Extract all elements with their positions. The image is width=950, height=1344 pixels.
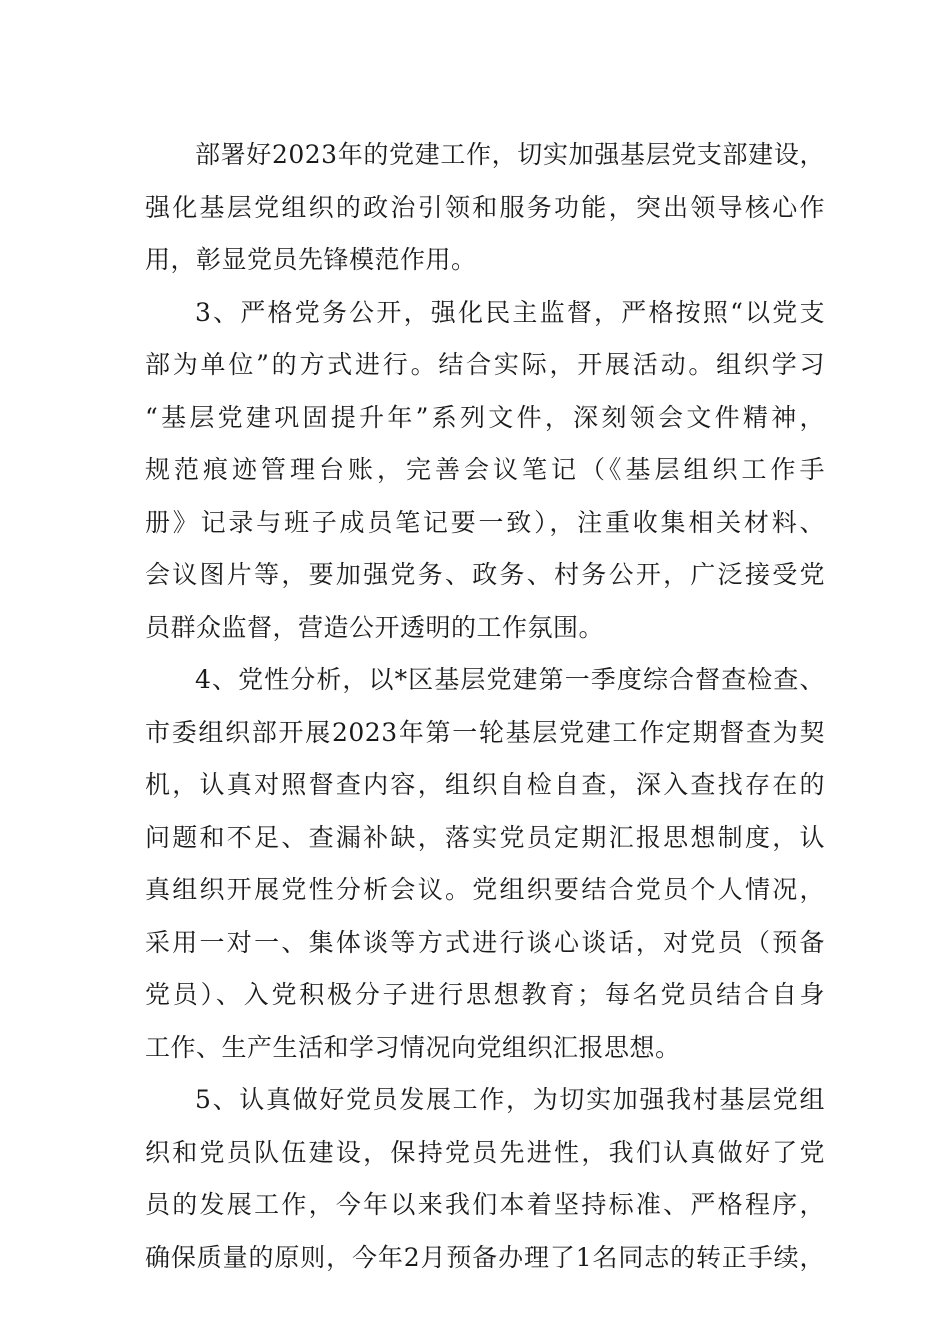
text-line: 用，彰显党员先锋模范作用。	[145, 245, 477, 274]
text-line: 会议图片等，要加强党务、政务、村务公开，广泛接受党	[145, 560, 825, 589]
text-line: 工作、生产生活和学习情况向党组织汇报思想。	[145, 1032, 681, 1062]
text-line: 部署好2023年的党建工作，切实加强基层党支部建设，	[195, 140, 825, 169]
text-line: 真组织开展党性分析会议。党组织要结合党员个人情况，	[145, 875, 825, 904]
text-line: 织和党员队伍建设，保持党员先进性，我们认真做好了党	[145, 1137, 825, 1167]
text-line: 采用一对一、集体谈等方式进行谈心谈话，对党员（预备	[145, 927, 825, 957]
document-body	[145, 129, 825, 1284]
paragraph-item-4	[145, 654, 825, 1074]
text-line: 强化基层党组织的政治引领和服务功能，突出领导核心作	[145, 192, 825, 222]
text-line: 员群众监督，营造公开透明的工作氛围。	[145, 612, 605, 642]
text-line: 4、党性分析，以*区基层党建第一季度综合督查检查、	[195, 665, 825, 694]
text-line: 党员）、入党积极分子进行思想教育；每名党员结合自身	[145, 980, 825, 1009]
text-line: 部为单位”的方式进行。结合实际，开展活动。组织学习	[145, 350, 825, 379]
text-line: 确保质量的原则，今年2月预备办理了1名同志的转正手续，	[145, 1242, 825, 1272]
text-line: 册》记录与班子成员笔记要一致），注重收集相关材料、	[145, 507, 825, 537]
paragraph-item-5	[145, 1074, 825, 1284]
text-line: 员的发展工作，今年以来我们本着坚持标准、严格程序，	[145, 1190, 825, 1219]
paragraph-item-3	[145, 287, 825, 655]
text-line: 5、认真做好党员发展工作，为切实加强我村基层党组	[195, 1085, 825, 1114]
text-line: 3、严格党务公开，强化民主监督，严格按照“以党支	[195, 297, 825, 327]
text-line: 问题和不足、查漏补缺，落实党员定期汇报思想制度，认	[145, 822, 825, 852]
paragraph-party-building	[145, 129, 825, 287]
text-line: 市委组织部开展2023年第一轮基层党建工作定期督查为契	[145, 717, 825, 747]
text-line: “基层党建巩固提升年”系列文件，深刻领会文件精神，	[145, 402, 825, 432]
text-line: 规范痕迹管理台账，完善会议笔记（《基层组织工作手	[145, 455, 825, 484]
text-line: 机，认真对照督查内容，组织自检自查，深入查找存在的	[145, 770, 825, 799]
